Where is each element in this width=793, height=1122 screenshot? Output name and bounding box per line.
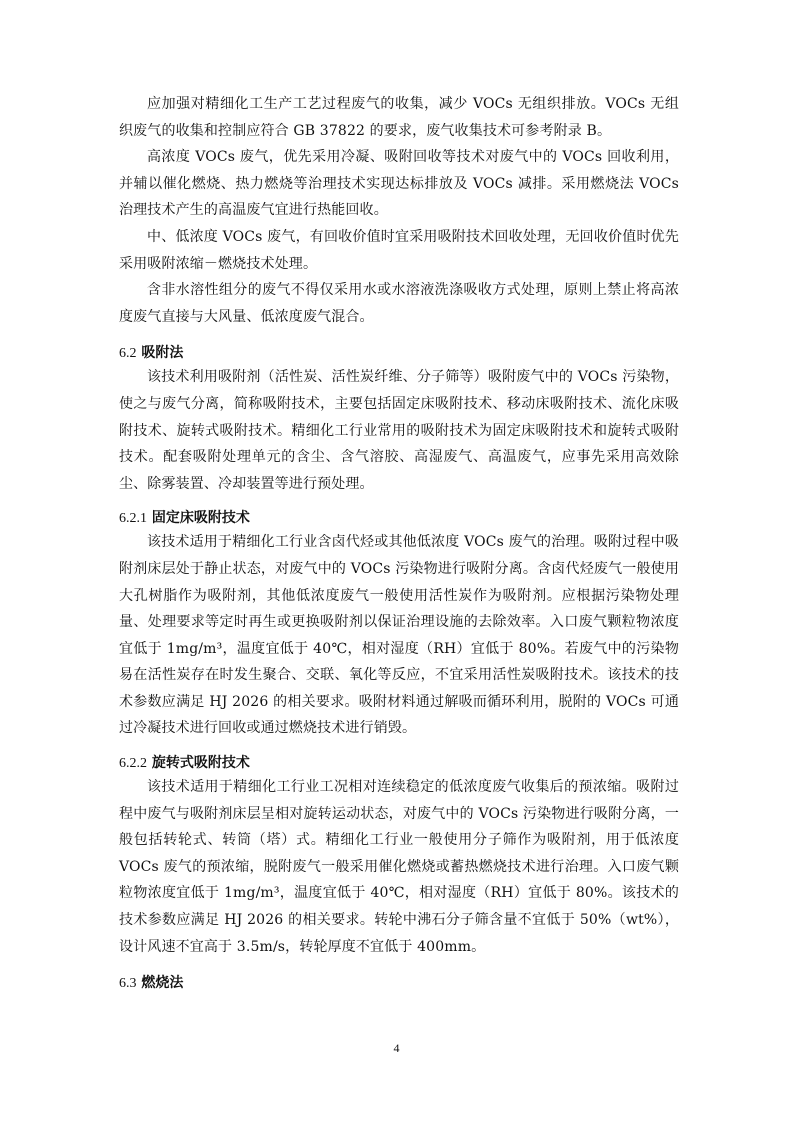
section-number: 6.3 (119, 976, 137, 992)
section-number: 6.2.2 (119, 756, 147, 772)
section-6-2-2-paragraph: 该技术适用于精细化工行业工况相对连续稳定的低浓度废气收集后的预浓缩。吸附过程中废气与吸附剂床层呈相对旋转运动状态，对废气中的 VOCs 污染物进行吸附分离，一般包括转轮式、转筒（塔）式。精细化工行业一般使用分子筛作为吸附剂，用于低浓度 VOCs 废气的预浓缩，脱附废气一般采用催化燃烧或蓄热燃烧技术进行治理。入口废气颗粒物浓度宜低于 1mg/m³，温度宜低于 40℃，相对湿度（RH）宜低于 80%。该技术的技术参数应满足 HJ 2026 的相关要求。转轮中沸石分子筛含量不宜低于 50%（wt%），设计风速不宜高于 3.5m/s，转轮厚度不宜低于 400mm。 (119, 779, 679, 955)
section-number: 6.2 (119, 346, 137, 362)
section-heading-6-2-1 (119, 508, 679, 529)
section-title: 吸附法 (141, 345, 184, 362)
section-6-2-1-paragraph: 该技术适用于精细化工行业含卤代烃或其他低浓度 VOCs 废气的治理。吸附过程中吸附剂床层处于静止状态，对废气中的 VOCs 污染物进行吸附分离。含卤代烃废气一般使用大孔树脂作为吸附剂，其他低浓度废气一般使用活性炭作为吸附剂。应根据污染物处理量、处理要求等定时再生或更换吸附剂以保证治理设施的去除效率。入口废气颗粒物浓度宜低于 1mg/m³，温度宜低于 40℃，相对湿度（RH）宜低于 80%。若废气中的污染物易在活性炭存在时发生聚合、交联、氧化等反应，不宜采用活性炭吸附技术。该技术的技术参数应满足 HJ 2026 的相关要求。吸附材料通过解吸而循环利用，脱附的 VOCs 可通过冷凝技术进行回收或通过燃烧技术进行销毁。 (119, 534, 679, 737)
section-heading-6-2-2 (119, 753, 679, 774)
intro-paragraph-1: 应加强对精细化工生产工艺过程废气的收集，减少 VOCs 无组织排放。VOCs 无组织废气的收集和控制应符合 GB 37822 的要求，废气收集技术可参考附录 B。 (119, 96, 679, 139)
intro-paragraph-3: 中、低浓度 VOCs 废气，有回收价值时宜采用吸附技术回收处理，无回收价值时优先采用吸附浓缩－燃烧技术处理。 (119, 228, 679, 272)
intro-paragraph-4: 含非水溶性组分的废气不得仅采用水或水溶液洗涤吸收方式处理，原则上禁止将高浓度废气直接与大风量、低浓度废气混合。 (119, 282, 679, 325)
section-title: 燃烧法 (141, 975, 184, 992)
section-6-2-paragraph: 该技术利用吸附剂（活性炭、活性炭纤维、分子筛等）吸附废气中的 VOCs 污染物，使之与废气分离，简称吸附技术，主要包括固定床吸附技术、移动床吸附技术、流化床吸附技术、旋转式吸附技术。精细化工行业常用的吸附技术为固定床吸附技术和旋转式吸附技术。配套吸附处理单元的含尘、含气溶胶、高湿废气、高温废气，应事先采用高效除尘、除雾装置、冷却装置等进行预处理。 (119, 369, 679, 492)
section-heading-6-2 (119, 343, 679, 364)
section-number: 6.2.1 (119, 511, 147, 527)
section-heading-6-3 (119, 973, 679, 994)
intro-paragraph-2: 高浓度 VOCs 废气，优先采用冷凝、吸附回收等技术对废气中的 VOCs 回收利用，并辅以催化燃烧、热力燃烧等治理技术实现达标排放及 VOCs 减排。采用燃烧法 VOCs 治理技术产生的高温废气宜进行热能回收。 (119, 149, 679, 219)
page-content (119, 91, 679, 994)
section-title: 固定床吸附技术 (151, 510, 250, 527)
page-number: 4 (393, 1041, 400, 1055)
section-title: 旋转式吸附技术 (151, 755, 250, 772)
